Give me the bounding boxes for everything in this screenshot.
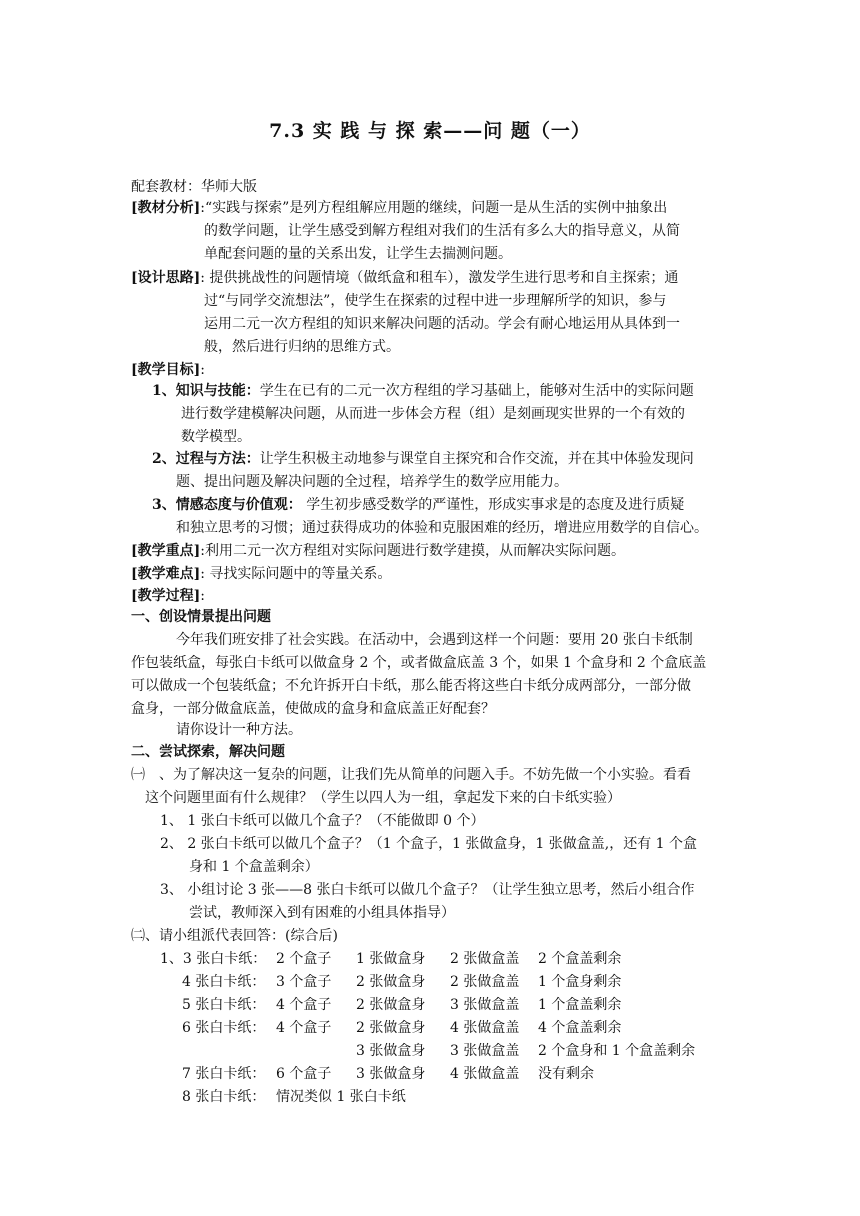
goal-2-line-1 <box>152 449 694 469</box>
design-line-4: 般，然后进行归纳的思维方式。 <box>204 339 400 355</box>
answer-boxes: 4 个盒子 <box>276 1020 332 1036</box>
answer-body: 2 张做盒身 <box>356 974 426 990</box>
question-2-line-2: 身和 1 个盒盖剩余） <box>189 859 319 875</box>
goal-1-line-1 <box>152 381 694 401</box>
answer-lid: 3 张做盒盖 <box>450 1043 520 1059</box>
answer-rest: 2 个盒身和 1 个盒盖剩余 <box>538 1043 696 1059</box>
design-text-1: : 提供挑战性的问题情境（做纸盒和租车），激发学生进行思考和自主探索；通 <box>200 270 679 286</box>
key-point-label: [教学重点] <box>131 543 201 559</box>
goal-3-line-1 <box>152 495 684 515</box>
design-line-3: 运用二元一次方程组的知识来解决问题的活动。学会有耐心地运用从具体到一 <box>204 316 680 332</box>
answer-lid: 2 张做盒盖 <box>450 951 520 967</box>
section-2-a-line-1: ㈠ 、为了解决这一复杂的问题，让我们先从简单的问题入手。不妨先做一个小实验。看看 <box>131 767 691 783</box>
answer-body: 3 张做盒身 <box>356 1043 426 1059</box>
answer-cards: 8 张白卡纸： <box>182 1089 266 1105</box>
answer-lid: 2 张做盒盖 <box>450 974 520 990</box>
answer-body: 3 张做盒身 <box>356 1066 426 1082</box>
section-1-para-line-4: 盒身，一部分做盒底盖，使做成的盒身和盒底盖正好配套？ <box>131 701 495 717</box>
goal-1-label: 1、知识与技能： <box>152 383 260 399</box>
goals-label: [教学目标] <box>131 362 201 378</box>
answer-body: 2 张做盒身 <box>356 997 426 1013</box>
goal-3-label: 3、情感态度与价值观： <box>152 497 302 513</box>
answer-rest: 1 个盒身剩余 <box>538 974 622 990</box>
answer-rest: 4 个盒盖剩余 <box>538 1020 622 1036</box>
analysis-label: [教材分析] <box>131 200 201 216</box>
question-3-line-2: 尝试，教师深入到有困难的小组具体指导） <box>189 905 455 921</box>
key-point-line <box>131 541 625 561</box>
answer-cards: 1、3 张白卡纸： <box>160 951 267 967</box>
section-2-a-line-2: 这个问题里面有什么规律？（学生以四人为一组，拿起发下来的白卡纸实验） <box>145 790 621 806</box>
goal-2-line-2: 题、提出问题及解决问题的全过程，培养学生的数学应用能力。 <box>176 474 568 490</box>
answer-boxes: 情况类似 1 张白卡纸 <box>276 1089 406 1105</box>
process-label: [教学过程] <box>131 588 201 604</box>
analysis-text-1: :“实践与探索”是列方程组解应用题的继续，问题一是从生活的实例中抽象出 <box>200 200 668 216</box>
analysis-line-2: 的数学问题，让学生感受到解方程组对我们的生活有多么大的指导意义，从简 <box>204 223 680 239</box>
goal-2-text-1: 让学生积极主动地参与课堂自主探究和合作交流，并在其中体验发现问 <box>259 451 694 467</box>
answer-cards: 6 张白卡纸： <box>182 1020 266 1036</box>
analysis-line-3: 单配套问题的量的关系出发，让学生去揣测问题。 <box>204 246 512 262</box>
section-1-para-line-3: 可以做成一个包装纸盒；不允许拆开白卡纸，那么能否将这些白卡纸分成两部分，一部分做 <box>131 678 691 694</box>
process-colon: : <box>200 588 205 604</box>
difficulty-line <box>131 564 391 584</box>
question-3-line-1: 3、 小组讨论 3 张——8 张白卡纸可以做几个盒子？（让学生独立思考，然后小组合作 <box>160 882 695 898</box>
answer-cards: 4 张白卡纸： <box>182 974 266 990</box>
answer-body: 1 张做盒身 <box>356 951 426 967</box>
answer-cards: 7 张白卡纸： <box>182 1066 266 1082</box>
section-1-heading: 一、创设情景提出问题 <box>131 609 271 625</box>
section-1-para-line-2: 作包装纸盒，每张白卡纸可以做盒身 2 个，或者做盒底盖 3 个，如果 1 个盒身和 2 个盒底盖 <box>131 655 707 671</box>
answer-lid: 4 张做盒盖 <box>450 1066 520 1082</box>
goal-1-line-3: 数学模型。 <box>181 429 251 445</box>
answer-boxes: 4 个盒子 <box>276 997 332 1013</box>
answer-lid: 3 张做盒盖 <box>450 997 520 1013</box>
answer-lid: 4 张做盒盖 <box>450 1020 520 1036</box>
textbook-line: 配套教材：华师大版 <box>131 179 257 195</box>
document-title: 7.3 实 践 与 探 索——问 题（一） <box>269 120 591 142</box>
process-heading <box>131 586 205 606</box>
difficulty-text: : 寻找实际问题中的等量关系。 <box>200 566 392 582</box>
difficulty-label: [教学难点] <box>131 566 201 582</box>
design-line-1 <box>131 268 678 288</box>
goal-3-line-2: 和独立思考的习惯；通过获得成功的体验和克服困难的经历，增进应用数学的自信心。 <box>176 520 708 536</box>
answer-body: 2 张做盒身 <box>356 1020 426 1036</box>
answer-boxes: 6 个盒子 <box>276 1066 332 1082</box>
goals-colon: : <box>200 362 205 378</box>
answer-boxes: 3 个盒子 <box>276 974 332 990</box>
section-1-para-line-5: 请你设计一种方法。 <box>176 722 302 738</box>
goal-3-text-1: 学生初步感受数学的严谨性，形成实事求是的态度及进行质疑 <box>301 497 685 513</box>
goal-1-text-1: 学生在已有的二元一次方程组的学习基础上，能够对生活中的实际问题 <box>259 383 694 399</box>
question-1: 1、 1 张白卡纸可以做几个盒子？（不能做即 0 个） <box>160 813 485 829</box>
section-1-para-line-1: 今年我们班安排了社会实践。在活动中，会遇到这样一个问题：要用 20 张白卡纸制 <box>176 632 693 648</box>
section-2-heading: 二、尝试探索，解决问题 <box>131 744 285 760</box>
answer-rest: 1 个盒盖剩余 <box>538 997 622 1013</box>
answer-boxes: 2 个盒子 <box>276 951 332 967</box>
design-line-2: 过“与同学交流想法”，使学生在探索的过程中进一步理解所学的知识，参与 <box>204 293 667 309</box>
goals-heading <box>131 360 205 380</box>
answer-rest: 2 个盒盖剩余 <box>538 951 622 967</box>
section-2-b-line: ㈡、请小组派代表回答：(综合后) <box>131 928 338 944</box>
answer-rest: 没有剩余 <box>538 1066 594 1082</box>
goal-2-label: 2、过程与方法： <box>152 451 260 467</box>
goal-1-line-2: 进行数学建模解决问题，从而进一步体会方程（组）是刻画现实世界的一个有效的 <box>181 406 685 422</box>
design-label: [设计思路] <box>131 270 201 286</box>
question-2-line-1: 2、 2 张白卡纸可以做几个盒子？（1 个盒子，1 张做盒身，1 张做盒盖,，还有 1 个盒 <box>160 836 698 852</box>
key-point-text: :利用二元一次方程组对实际问题进行数学建摸，从而解决实际问题。 <box>200 543 625 559</box>
analysis-line-1 <box>131 198 667 218</box>
answer-cards: 5 张白卡纸： <box>182 997 266 1013</box>
